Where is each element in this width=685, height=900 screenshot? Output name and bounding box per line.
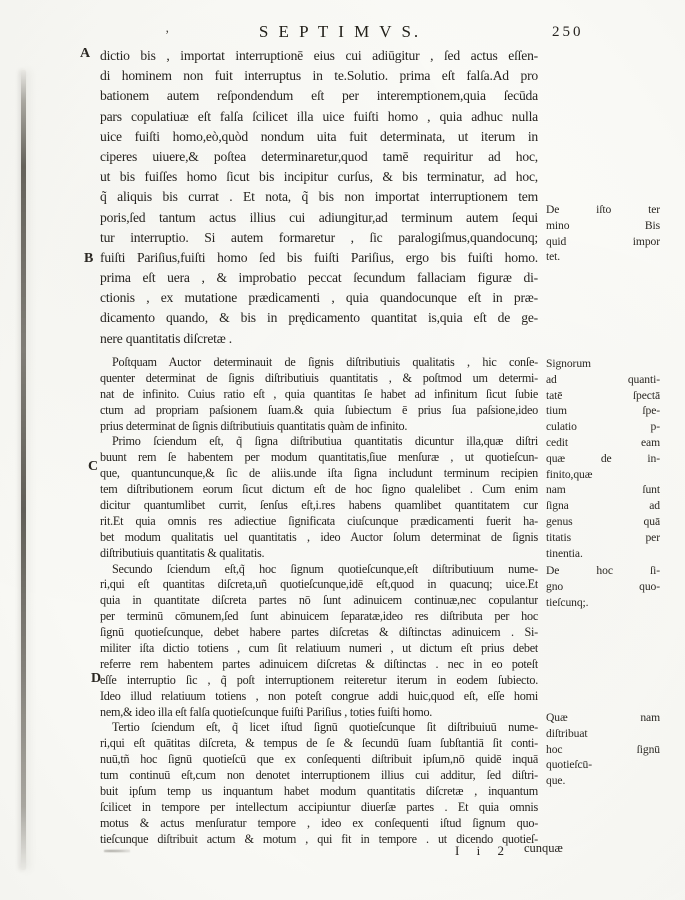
text-line: genus quā (546, 514, 660, 528)
text-line: bet modum qualitatis uel quantitatis , ideo Auctor ſolum determinat de ſignis (100, 529, 538, 544)
text-line: cedit eam (546, 435, 660, 449)
text-line: nem,& ideo illa eſt falſa quotieſcunque fuiſti Pariſius , toties fuiſti homo. (100, 704, 433, 719)
margin-note-2 (546, 356, 660, 561)
text-line: rit.Et quia omnis res adiectiue ſignificata ciuſcunque prædicamenti fuerit ha- (100, 513, 538, 528)
text-line: tium ſpe- (546, 404, 660, 418)
text-line: tet. (546, 250, 561, 264)
text-line: hoc ſignū (546, 742, 660, 756)
text-line: nuū,tñ hoc ſignū quotieſcū que ex conſequenti diſtribuit ipſum,nō quidē inquā (100, 752, 538, 767)
margin-note-3 (546, 563, 660, 610)
text-line: De iſto ter (546, 203, 660, 216)
ink-smudge (104, 849, 130, 853)
text-line: eſſe interruptio ſic , q̃ poſt interruptionem reiteretur iterum in eodem ſubiecto. (100, 672, 538, 687)
text-line: ctum ad propriam paſsionem ſuam.& quia ſubiectum ē prius ſua paſsione,ideo (100, 402, 538, 417)
text-line: motus & actus menſuratur tempore , ideo ex conſequenti iſtud ſignum quo- (100, 815, 538, 830)
text-line: Tertio ſciendum eſt, q̃ licet iſtud ſignū quotieſcunque ſit diſtribuiuū nume- (112, 720, 538, 735)
text-line: prius determinat de ſignis diſtributiuis quantitatis quàm de infinito. (100, 418, 408, 433)
text-line: ri,qui eſt quātitas diſcreta, & tempus de ſe & ſecundū ſuam ſubſtantiā ſit conti- (100, 736, 538, 751)
text-line: ri,qui eſt quantitas diſcreta,uñ quotieſcunque,idē eſt,quod in quacunq; uice.Et (100, 577, 538, 592)
text-line: uice fuiſti homo,eò,quòd nondum uita fuit determinata, ut iterum in (100, 128, 538, 144)
text-line: Quæ nam (546, 711, 660, 724)
text-line: q̃ aliquis bis currat . Et nota, q̃ bis non importat interruptionem tem (100, 189, 538, 205)
catchword: cunquæ (524, 841, 563, 855)
margin-letter-b: B (84, 251, 94, 266)
text-line: bationem autem reſpondendum eſt per interemptionem,quia ſecūda (100, 88, 538, 104)
commentary-paragraph-2 (100, 434, 538, 561)
text-line: tinentia. (546, 546, 583, 560)
text-line: ſignū quotieſcunque, debet habere partes diſcretas & diſtinctas adinuicem . Si- (100, 625, 538, 640)
margin-letter-c: C (88, 459, 99, 474)
signature-mark: I i 2 (455, 843, 511, 858)
text-line: quid impor (546, 234, 660, 248)
text-line: quia in quantitate diſcreta partes nō ſunt adinuicem continuæ,nec copulantur (100, 593, 538, 608)
text-line: buit ipſum temp us inquantum habet modum quantitatis diſcretæ , inquantum (100, 784, 538, 799)
text-line: prima eſt uera , & improbatio peccat ſecundum fallaciam figuræ di- (100, 270, 538, 286)
text-line: titatis per (546, 530, 660, 544)
text-line: pars copulatiuæ eſt falſa ſcilicet illa uice fuiſti homo , quia adhuc nulla (100, 108, 538, 124)
text-line: quæ de in- (546, 451, 660, 465)
text-line: dicamento quando, & bis in prędicamento quantitat is,quia eſt de ge- (100, 310, 538, 326)
text-line: ſigna ad (546, 499, 660, 513)
text-line: mino Bis (546, 218, 660, 232)
text-line: ſcilicet in tempore per intellectum accipiuntur diuerſæ partes . Et quia omnis (100, 799, 538, 814)
text-line: militer iſta dictio totiens , cum ſit relatiuum numeri , ut dictum eſt prius debet (100, 641, 538, 656)
text-line: poris,ſed tantum actus illius cui adiungitur,ad terminum autem ſequi (100, 209, 538, 225)
text-line: que, quantuncunque,& ſic de aliis.unde iſta ſigna includunt terminum recipien (100, 466, 538, 481)
text-line: referre rem habentem partes adinuicem diſcretas & diſtinctas . nec in eo poteſt (100, 656, 538, 671)
text-line: ctionis , ex mutatione prædicamenti , quia quandocunque eſt in præ- (100, 290, 538, 306)
binding-gutter-shadow (21, 70, 26, 870)
text-line: nam ſunt (546, 483, 660, 497)
text-line: nat de infinito. Cuius ratio eſt , quia quantitas ſe habet ad infinitum ſicut ſubie (100, 386, 538, 401)
text-line: diſtribuat (546, 726, 588, 740)
text-line: fuiſti Pariſius,fuiſti homo ſed bis fuiſti Pariſius, ergo bis fuiſti homo. (100, 249, 538, 265)
text-line: ad quanti- (546, 372, 660, 386)
commentary-paragraph-4 (100, 720, 538, 847)
margin-note-1 (546, 202, 660, 265)
commentary-block (100, 355, 538, 848)
running-title: S E P T I M V S. (258, 22, 422, 41)
text-line: dictio bis , importat interruptionē eius cui adiūgitur , ſed actus eſſen- (100, 48, 538, 63)
main-paragraph (100, 46, 538, 349)
text-line: tieſcunq;. (546, 595, 589, 609)
text-line: nere quantitatis diſcretæ . (100, 330, 233, 346)
text-line: quotieſcū- (546, 758, 593, 772)
text-line: Primo ſciendum eſt, q̃ ſigna diſtributiua quantitatis dicuntur illa,quæ diſtri (112, 434, 538, 449)
text-line: tieſcunque diſtribuit actum & motum , qui fit in tempore . ut dicendo quotieſ- (100, 831, 538, 846)
text-line: finito,quæ (546, 467, 593, 481)
text-line: buunt rem ſe habentem per modum quantitatis,ſiue menſuræ , ut quotieſcun- (100, 450, 538, 465)
text-line: ciperes uiuere,& poſtea determinaretur,quod tamē requiritur ad hoc, (100, 148, 538, 164)
text-line: diſtributiuis quantitatis & qualitatis. (100, 545, 265, 560)
margin-note-4 (546, 710, 660, 789)
commentary-paragraph-1 (100, 355, 538, 434)
text-line: Poſtquam Auctor determinauit de ſignis diſtributiuis qualitatis , hic conſe- (112, 355, 538, 369)
text-line: culatio p- (546, 420, 660, 434)
text-line: dicitur quantumlibet currit, ſenſus eſt,i.res habens quamlibet quantitatem cur (100, 498, 538, 513)
margin-letter-d: D (91, 671, 102, 686)
text-line: tum continuū eſt,cum non denotet interruptionem illius cui additur, ſed diſtri- (100, 768, 538, 783)
text-line: De hoc ſi- (546, 564, 660, 577)
commentary-paragraph-3 (100, 562, 538, 721)
text-line: per terminū cōmunem,ſed ſunt abinuicem ſeparatæ,ideo res diſtributa per hoc (100, 609, 538, 624)
page-number: 250 (552, 24, 584, 40)
text-line: que. (546, 774, 566, 788)
text-line: tur interruptio. Si autem formaretur , ſic paralogiſmus,quandocunq; (100, 229, 538, 245)
text-line: Ideo illud relatiuum totiens , non poteſt congrue addi huic,quod eſt, eſſe homi (100, 688, 538, 703)
text-line: tatē ſpectā (546, 388, 660, 402)
text-line: quenter determinat de ſignis diſtributiuis quantitatis , & poſtmod um determi- (100, 370, 538, 385)
text-line: Secundo ſciendum eſt,q̃ hoc ſignum quotieſcunque,eſt diſtributiuum nume- (112, 561, 538, 576)
ink-mark: ’ (165, 27, 170, 42)
text-line: ut bis fuiſſes homo ſicut bis incipitur curſus, & bis terminatur, ad hoc, (100, 169, 538, 185)
margin-letter-a: A (80, 46, 91, 61)
text-line: Signorum (546, 357, 591, 370)
text-line: tem diſtributionem eorum ſicut dictum eſt de hoc ſigno qualelibet . Cum enim (100, 482, 538, 497)
text-line: gno quo- (546, 579, 660, 593)
text-line: di hominem non fuit interruptus in te.Solutio. prima eſt falſa.Ad pro (100, 68, 538, 84)
